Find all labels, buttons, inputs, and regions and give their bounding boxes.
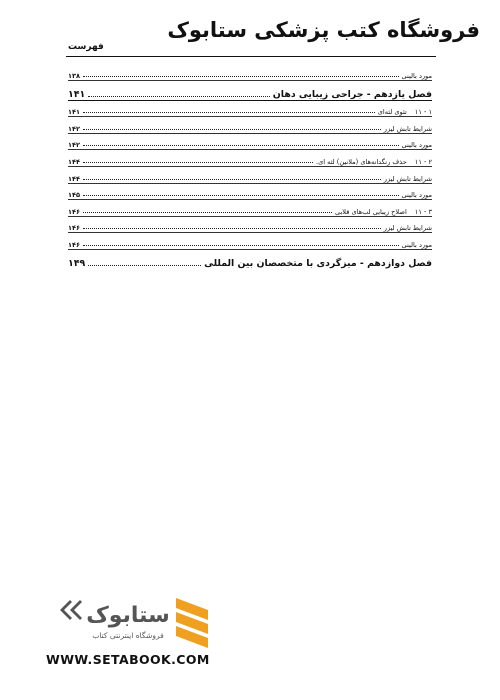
- website-url[interactable]: WWW.SETABOOK.COM: [46, 652, 210, 667]
- toc-entry-label: مورد بالینی: [401, 191, 432, 200]
- toc-page-number: ۱۳۸: [68, 71, 81, 80]
- toc-page-number: ۱۴۴: [68, 157, 81, 166]
- toc-page-number: ۱۴۱: [68, 108, 81, 117]
- brand-tagline: فروشگاه اینترنتی کتاب: [92, 631, 164, 640]
- toc-chapter-heading: [68, 250, 432, 269]
- toc-entry: [68, 64, 432, 81]
- toc-entry: [68, 167, 432, 184]
- dot-leader: [83, 76, 398, 77]
- section-label: فهرست: [68, 42, 104, 52]
- toc-page-number: ۱۴۶: [68, 240, 81, 249]
- toc-entry: [68, 150, 432, 167]
- dot-leader: [83, 145, 398, 146]
- dot-leader: [83, 245, 398, 246]
- toc-entry: [68, 184, 432, 201]
- toc-page-number: ۱۴۴: [68, 174, 81, 183]
- table-of-contents: [68, 64, 432, 269]
- toc-entry: [68, 101, 432, 118]
- toc-entry-label: فصل دوازدهم - میزگردی با متخصصان بین المللی: [204, 257, 432, 269]
- toc-page-number: ۱۴۲: [68, 124, 81, 133]
- toc-entry-label: مورد بالینی: [401, 71, 432, 80]
- toc-entry-number: ۱ - ۱۱: [414, 108, 432, 117]
- toc-entry-label: شرایط تابش لیزر: [383, 124, 432, 133]
- toc-entry: [68, 233, 432, 250]
- toc-page-number: ۱۴۱: [68, 88, 86, 100]
- toc-entry-number: ۳ - ۱۱: [414, 207, 432, 216]
- chevron-icon: [176, 598, 208, 648]
- dot-leader: [83, 162, 313, 163]
- arrow-marks-icon: [60, 600, 82, 620]
- dot-leader: [83, 228, 381, 229]
- toc-entry-label: تئوی لثه‌ای: [377, 108, 407, 117]
- dot-leader: [83, 179, 381, 180]
- toc-entry-label: فصل یازدهم - جراحی زیبایی دهان: [272, 88, 432, 100]
- toc-entry-label: اصلاح زیبایی لب‌های قلابی: [334, 207, 407, 216]
- toc-entry: [68, 217, 432, 234]
- toc-entry-label: حذف رنگدانه‌های (ملانین) لثه ای.: [315, 157, 407, 166]
- toc-page-number: ۱۴۹: [68, 257, 86, 269]
- dot-leader: [83, 129, 381, 130]
- toc-entry-label: شرایط تابش لیزر: [383, 174, 432, 183]
- toc-entry-label: مورد بالینی: [401, 240, 432, 249]
- toc-entry: [68, 200, 432, 217]
- toc-chapter-heading: [68, 81, 432, 101]
- toc-entry-label: مورد بالینی: [401, 141, 432, 150]
- store-title: فروشگاه کتب پزشکی ستابوک: [167, 18, 480, 42]
- toc-page-number: ۱۴۲: [68, 141, 81, 150]
- toc-page-number: ۱۴۶: [68, 224, 81, 233]
- setabook-logo: [58, 596, 228, 648]
- header-rule: [66, 56, 436, 57]
- brand-fa: ستابوک: [86, 603, 170, 628]
- dot-leader: [88, 265, 201, 266]
- dot-leader: [83, 195, 398, 196]
- setabook-logo-graphic: [58, 596, 228, 648]
- dot-leader: [83, 112, 375, 113]
- toc-page-number: ۱۴۶: [68, 207, 81, 216]
- toc-entry: [68, 134, 432, 151]
- toc-entry-number: ۲ - ۱۱: [414, 157, 432, 166]
- toc-page-number: ۱۴۵: [68, 191, 81, 200]
- dot-leader: [83, 212, 332, 213]
- toc-entry-label: شرایط تابش لیزر: [383, 224, 432, 233]
- toc-entry: [68, 117, 432, 134]
- dot-leader: [88, 96, 270, 97]
